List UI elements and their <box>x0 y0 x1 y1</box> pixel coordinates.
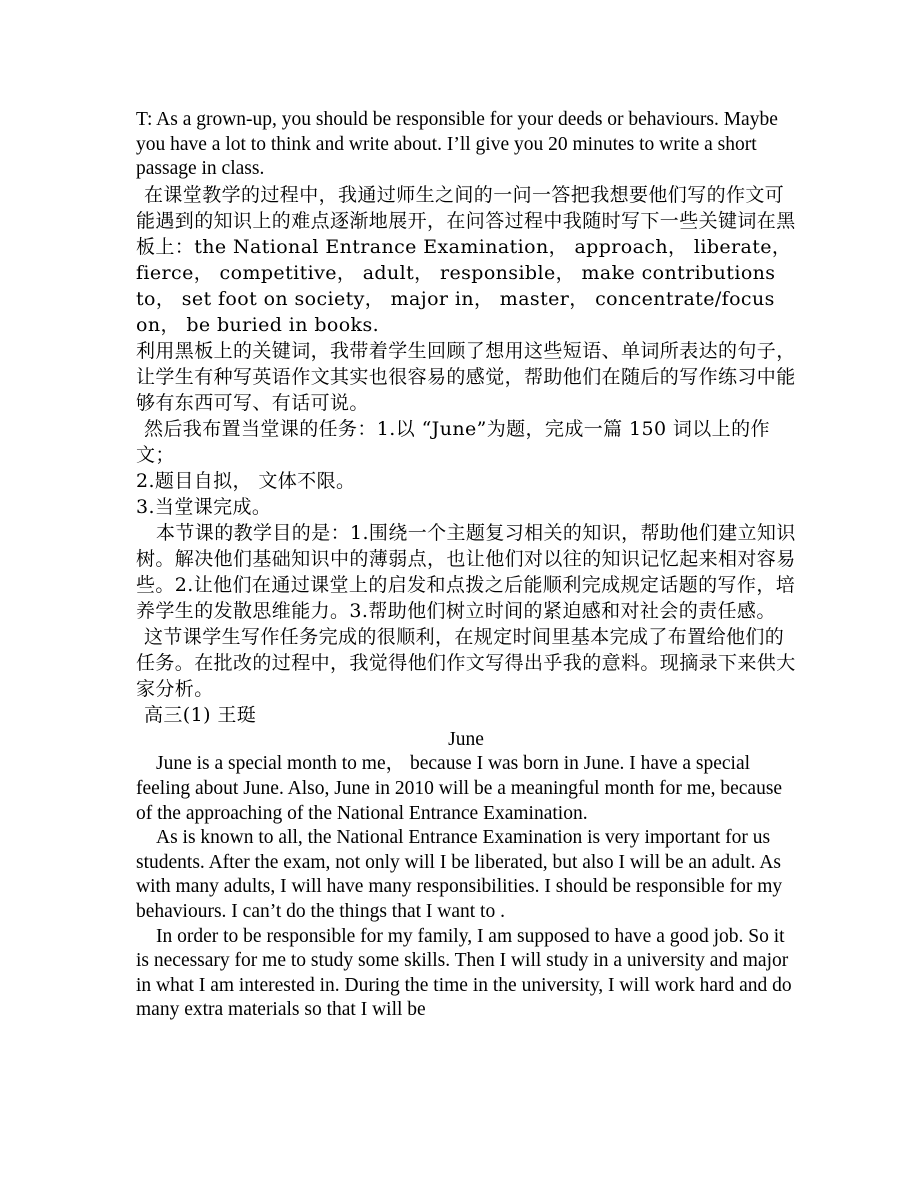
classroom-process-paragraph: 在课堂教学的过程中，我通过师生之间的一问一答把我想要他们写的作文可能遇到的知识上的难点逐渐地展开，在问答过程中我随时写下一些关键词在黑板上：the National Entrance Examination， approach， liberate，fierce， competitive， adult， responsible， make contributions to， set foot on society， major in， master， concentrate/focus on， be buried in books. <box>136 183 796 336</box>
keyword-review-paragraph: 利用黑板上的关键词，我带着学生回顾了想用这些短语、单词所表达的句子，让学生有种写英语作文其实也很容易的感觉，帮助他们在随后的写作练习中能够有东西可写、有话可说。 <box>136 339 796 414</box>
student-attribution: 高三(1) 王珽 <box>144 703 257 726</box>
document-body <box>136 108 796 1023</box>
essay-title: June <box>448 728 484 750</box>
essay-paragraph-3: In order to be responsible for my family, I am supposed to have a good job. So it is necessary for me to study some skills. Then I will study in a university and major in what I am interested in. During the time in the university, I will work hard and do many extra materials so that I will be <box>136 925 792 1021</box>
teaching-objectives-paragraph: 本节课的教学目的是：1.围绕一个主题复习相关的知识，帮助他们建立知识树。解决他们基础知识中的薄弱点，也让他们对以往的知识记忆起来相对容易些。2.让他们在通过课堂上的启发和点拨之后能顺利完成规定话题的写作，培养学生的发散思维能力。3.帮助他们树立时间的紧迫感和对社会的责任感。 <box>136 521 796 622</box>
essay-paragraph-2: As is known to all, the National Entrance Examination is very important for us students. After the exam, not only will I be liberated, but also I will be an adult. As with many adults, I will have many responsibilities. I should be responsible for my behaviours. I can’t do the things that I want to . <box>136 827 783 922</box>
task-assignment-paragraph: 然后我布置当堂课的任务：1.以 “June”为题，完成一篇 150 词以上的作文； <box>136 417 770 466</box>
task-item-2: 2.题目自拟， 文体不限。 <box>136 469 356 492</box>
task-item-3: 3.当堂课完成。 <box>136 495 272 518</box>
essay-paragraph-1: June is a special month to me， because I was born in June. I have a special feeling about June. Also, June in 2010 will be a meaningful month for me, because of the approaching of the National Entrance Examination. <box>136 753 783 824</box>
class-outcome-paragraph: 这节课学生写作任务完成的很顺利，在规定时间里基本完成了布置给他们的任务。在批改的过程中，我觉得他们作文写得出乎我的意料。现摘录下来供大家分析。 <box>136 625 796 700</box>
teacher-prompt-paragraph: T: As a grown-up, you should be responsible for your deeds or behaviours. Maybe you have a lot to think and write about. I’ll give you 20 minutes to write a short passage in class. <box>136 109 778 180</box>
